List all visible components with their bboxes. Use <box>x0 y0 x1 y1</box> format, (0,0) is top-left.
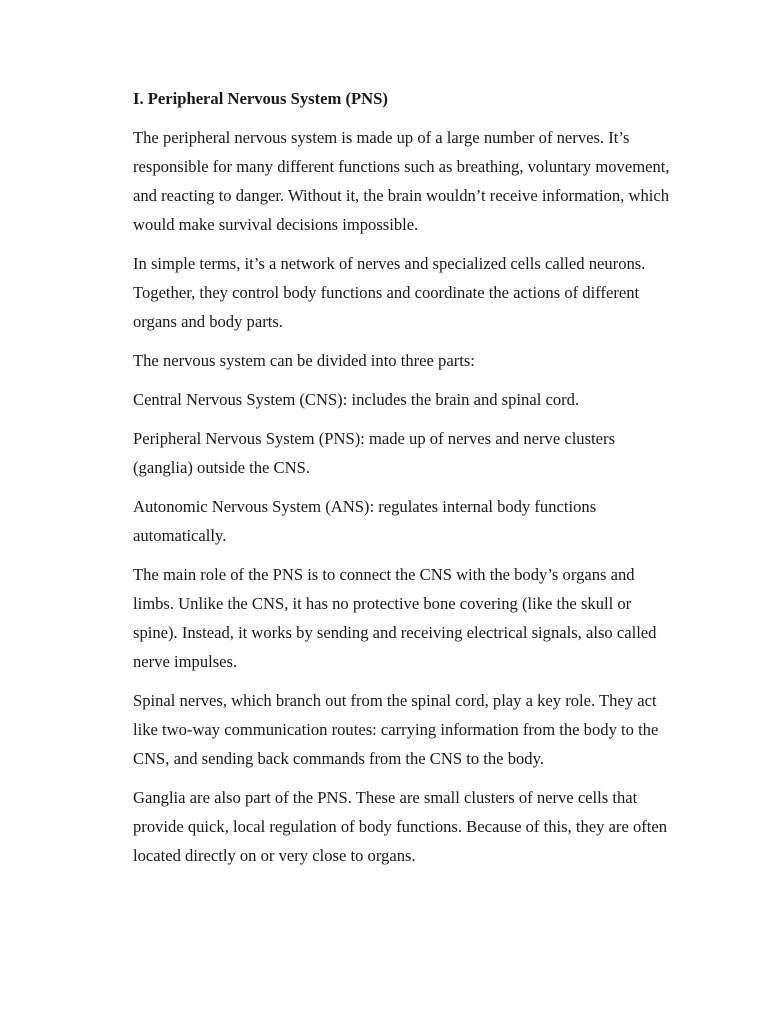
paragraph-ans: Autonomic Nervous System (ANS): regulates internal body functions automatically. <box>133 497 597 545</box>
paragraph-pns: Peripheral Nervous System (PNS): made up of nerves and nerve clusters (ganglia) outside the CNS. <box>133 429 616 477</box>
section-heading: I. Peripheral Nervous System (PNS) <box>133 89 388 108</box>
paragraph-network: In simple terms, it’s a network of nerves and specialized cells called neurons. Together, they control body functions and coordinate the actions of different organs and body parts. <box>133 254 646 331</box>
paragraph-division: The nervous system can be divided into three parts: <box>133 351 475 370</box>
paragraph-ganglia: Ganglia are also part of the PNS. These are small clusters of nerve cells that provide quick, local regulation of body functions. Because of this, they are often located directly on or very close to organs. <box>133 788 668 865</box>
paragraph-main-role: The main role of the PNS is to connect the CNS with the body’s organs and limbs. Unlike the CNS, it has no protective bone covering (like the skull or spine). Instead, it works by sending and receiving electrical signals, also called nerve impulses. <box>133 565 657 671</box>
paragraph-cns: Central Nervous System (CNS): includes the brain and spinal cord. <box>133 390 580 409</box>
paragraph-intro: The peripheral nervous system is made up of a large number of nerves. It’s responsible for many different functions such as breathing, voluntary movement, and reacting to danger. Without it, the brain wouldn’t receive information, which would make survival decisions impossible. <box>133 128 670 234</box>
paragraph-spinal-nerves: Spinal nerves, which branch out from the spinal cord, play a key role. They act like two-way communication routes: carrying information from the body to the CNS, and sending back commands from the CNS to the body. <box>133 691 659 768</box>
document-body <box>133 84 673 880</box>
